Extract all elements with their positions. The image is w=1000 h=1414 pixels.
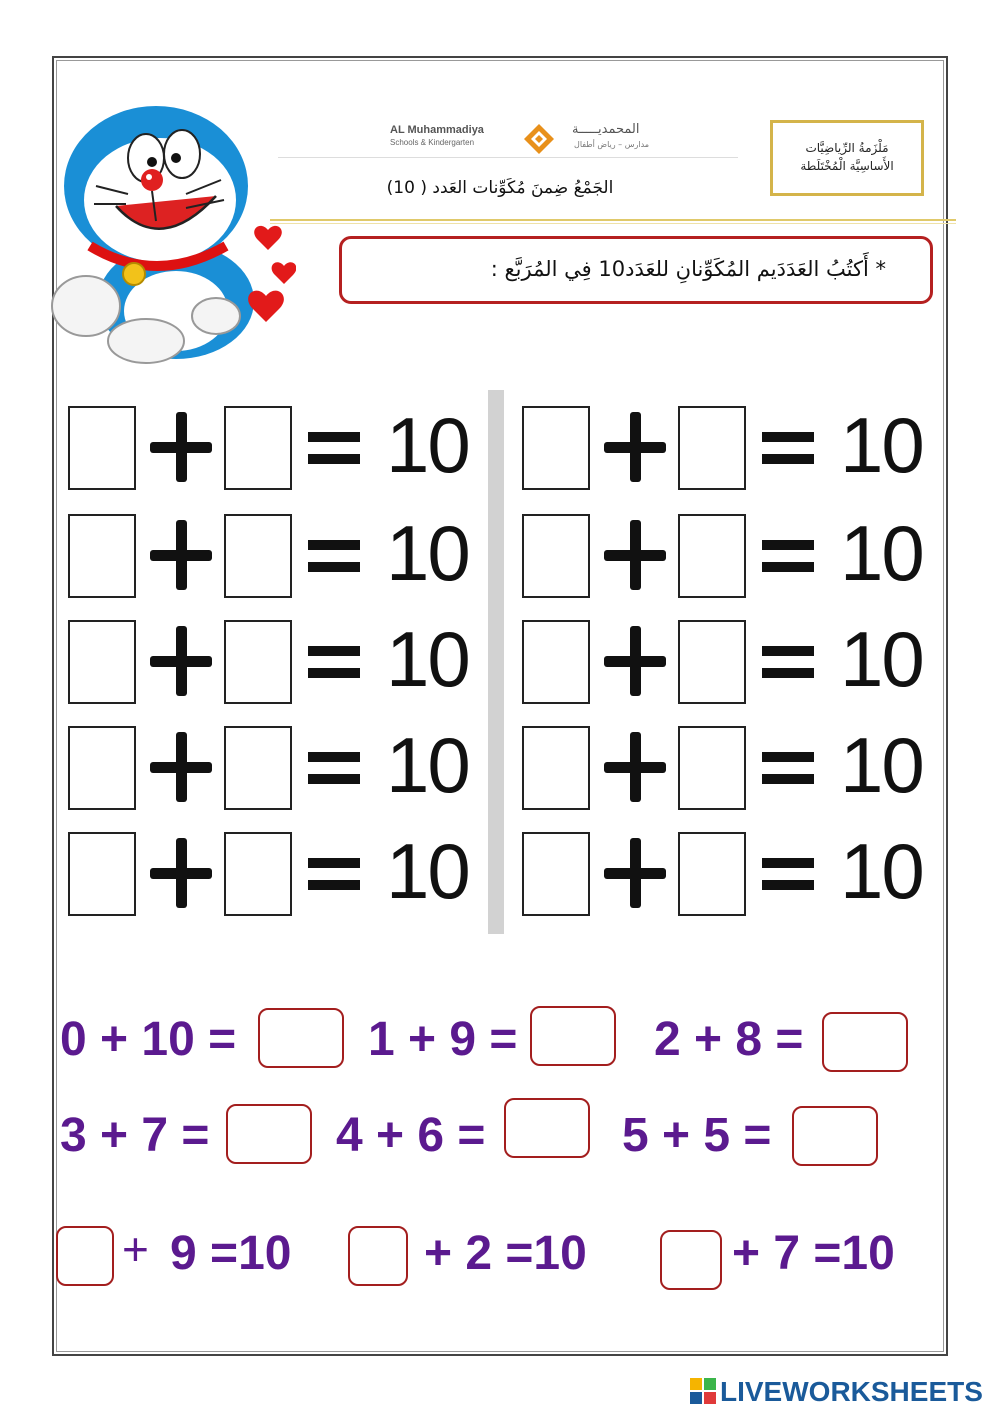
addend-square-2[interactable] [224,726,292,810]
header-divider [278,157,738,158]
exercise-blank-plus-2: + 2 =10 [424,1227,587,1280]
addend-square-1[interactable] [522,832,590,916]
sum-value: 10 [840,401,923,489]
answer-box[interactable] [56,1226,114,1286]
sum-value: 10 [840,721,923,809]
plus-icon [604,626,666,696]
exercise-0-plus-10: 0 + 10 = [60,1013,237,1066]
answer-box[interactable] [226,1104,312,1164]
exercise-2-plus-8: 2 + 8 = [654,1013,804,1066]
equals-icon [308,540,360,574]
gold-divider-thin [270,223,956,224]
logo-arabic-name: المحمديـــــة [572,122,640,137]
addend-square-2[interactable] [224,514,292,598]
equation-row [68,615,488,710]
answer-box[interactable] [530,1006,616,1066]
booklet-title-line1: مَلْزَمةُ الرِّياضِيَّات [805,141,889,155]
addend-square-1[interactable] [68,514,136,598]
logo-english-name: AL Muhammadiya [390,124,484,136]
equation-row [68,401,488,496]
equation-row [522,401,942,496]
addend-square-1[interactable] [68,620,136,704]
equals-icon [762,432,814,466]
plus-icon [150,412,212,482]
equals-icon [308,752,360,786]
exercise-1-plus-9: 1 + 9 = [368,1013,518,1066]
addend-square-1[interactable] [522,514,590,598]
addend-square-2[interactable] [678,514,746,598]
gold-divider [270,219,956,221]
brand-name: LIVEWORKSHEETS [720,1376,983,1407]
addend-square-1[interactable] [522,620,590,704]
equals-icon [762,540,814,574]
logo-arabic-subtitle: مدارس – رياض أطفال [574,140,650,149]
addend-square-2[interactable] [224,620,292,704]
addend-square-1[interactable] [522,406,590,490]
sum-value: 10 [840,827,923,915]
addend-square-2[interactable] [678,726,746,810]
equals-icon [308,432,360,466]
answer-box[interactable] [504,1098,590,1158]
exercise-blank-plus-7: + 7 =10 [732,1227,895,1280]
column-divider [488,390,504,934]
sum-value: 10 [386,827,469,915]
cat-robot-mascot-image [46,96,296,366]
equals-icon [762,646,814,680]
equation-row [522,827,942,922]
sum-value: 10 [840,509,923,597]
equals-icon [762,752,814,786]
sum-value: 10 [840,615,923,703]
exercise-5-plus-5: 5 + 5 = [622,1109,772,1162]
addend-square-2[interactable] [224,832,292,916]
equals-icon [762,858,814,892]
exercise-blank-plus-9: 9 =10 [170,1227,292,1280]
plus-icon [150,626,212,696]
addend-square-2[interactable] [678,406,746,490]
instruction-box: * أَكتُبُ العَدَدَيم المُكَوِّنانِ للعَدَد10 فِي المُرَبَّع : [339,236,933,304]
addend-square-2[interactable] [678,620,746,704]
exercise-3-plus-7: 3 + 7 = [60,1109,210,1162]
sum-value: 10 [386,401,469,489]
addend-square-1[interactable] [68,406,136,490]
exercise-4-plus-6: 4 + 6 = [336,1109,486,1162]
plus-icon [604,838,666,908]
plus-icon [604,412,666,482]
sum-value: 10 [386,615,469,703]
plus-icon [150,838,212,908]
sum-value: 10 [386,721,469,809]
equation-row [522,615,942,710]
addend-square-2[interactable] [678,832,746,916]
liveworksheets-logo-icon [690,1378,716,1404]
equation-row [522,721,942,816]
equals-icon [308,858,360,892]
equation-row [522,509,942,604]
worksheet-subtitle: الجَمْعُ ضِمنَ مُكَوِّنات العَدد ( 10) [386,178,614,198]
logo-english-subtitle: Schools & Kindergarten [390,138,475,147]
booklet-title-box [770,120,924,196]
addend-square-2[interactable] [224,406,292,490]
equation-row [68,827,488,922]
answer-box[interactable] [258,1008,344,1068]
school-logo [390,120,680,156]
plus-icon [150,520,212,590]
addend-square-1[interactable] [68,832,136,916]
answer-box[interactable] [660,1230,722,1290]
equation-row [68,509,488,604]
answer-box[interactable] [348,1226,408,1286]
equation-row [68,721,488,816]
booklet-title-line2: الأَساسِيَّة الْمُخْتَلَطة [800,159,894,173]
plus-icon [604,732,666,802]
equals-icon [308,646,360,680]
plus-icon [150,732,212,802]
sum-value: 10 [386,509,469,597]
answer-box[interactable] [792,1106,878,1166]
logo-emblem-icon [522,122,556,156]
plus-sign: + [122,1223,149,1275]
answer-box[interactable] [822,1012,908,1072]
plus-icon [604,520,666,590]
addend-square-1[interactable] [522,726,590,810]
addend-square-1[interactable] [68,726,136,810]
